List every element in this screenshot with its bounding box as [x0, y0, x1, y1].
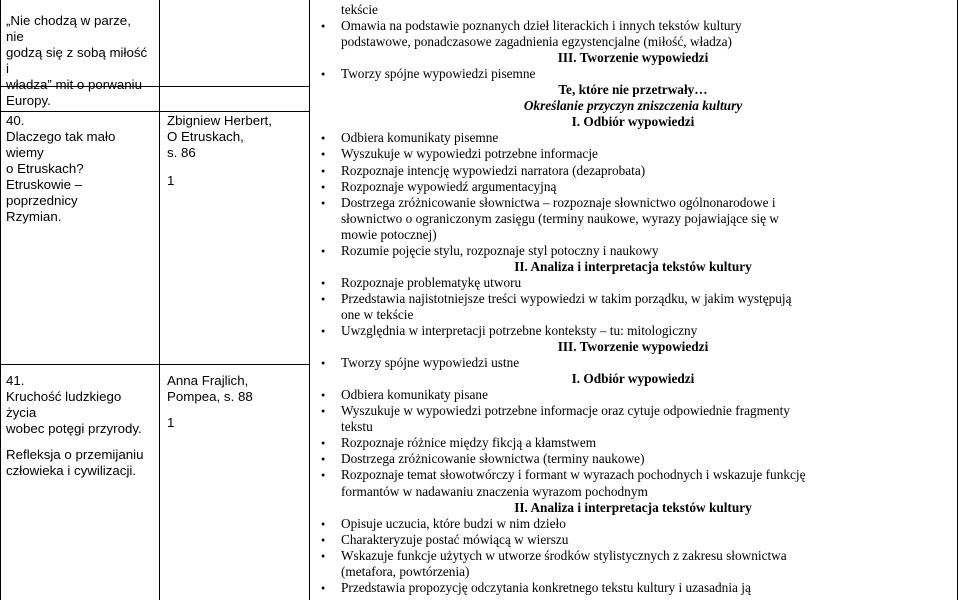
bullet-item: ● Przedstawia najistotniejsze treści wypowiedzi w takim porządku, w jakim występują [309, 291, 957, 307]
lesson-41-text-cell [167, 373, 307, 431]
bullet-item: ● Uwzględnia w interpretacji potrzebne konteksty – tu: mitologiczny [309, 323, 957, 339]
bullet-continuation: tekstu [341, 419, 373, 435]
bullet-item: ● Rozpoznaje temat słowotwórczy i formant w wyrazach pochodnych i wskazuje funkcję [309, 467, 957, 483]
lesson-topic-line: Rzymian. [6, 209, 62, 224]
bullet-item: ● Rozpoznaje intencję wypowiedzi narratora (dezaprobata) [309, 163, 957, 179]
lesson-topic-line: Etruskowie – poprzednicy [6, 177, 83, 208]
bullet-continuation: (metafora, powtórzenia) [341, 563, 470, 579]
lesson-41-topic-cell [6, 373, 152, 479]
section-heading: I. Odbiór wypowiedzi [571, 371, 695, 387]
section-heading: III. Tworzenie wypowiedzi [557, 50, 709, 66]
intro-line: władza” mit o porwaniu [6, 77, 142, 92]
bullet-item: ● Omawia na podstawie poznanych dzieł literackich i innych tekstów kultury [309, 18, 957, 34]
table-border-right [957, 0, 958, 600]
lesson-40-topic-cell [6, 113, 152, 225]
lesson-topic-line: człowieka i cywilizacji. [6, 463, 137, 478]
bullet-continuation: podstawowe, ponadczasowe zagadnienia egzystencjalne (miłość, władza) [341, 34, 732, 50]
bullet-item: ● Tworzy spójne wypowiedzi ustne [309, 355, 957, 371]
bullet-item: ● Przedstawia propozycję odczytania konkretnego tekstu kultury i uzasadnia ją [309, 580, 957, 596]
text-title-line: O Etruskach, [167, 129, 244, 144]
text-author-line: Zbigniew Herbert, [167, 113, 272, 128]
spacer [167, 405, 307, 415]
row-divider-2 [0, 111, 309, 112]
bullet-item: ● Wyszukuje w wypowiedzi potrzebne informacje oraz cytuje odpowiednie fragmenty [309, 403, 957, 419]
section-heading: III. Tworzenie wypowiedzi [557, 339, 709, 355]
bullet-item: ● Charakteryzuje postać mówiącą w wierszu [309, 532, 957, 548]
bullet-item: ● Rozumie pojęcie stylu, rozpoznaje styl potoczny i naukowy [309, 243, 957, 259]
bullet-item: ● Rozpoznaje wypowiedź argumentacyjną [309, 179, 957, 195]
text-author-line: Anna Frajlich, [167, 373, 249, 388]
intro-line: Europy. [6, 93, 51, 108]
bullet-item: ● Tworzy spójne wypowiedzi pisemne [309, 66, 957, 82]
bullet-continuation: słownictwo o ograniczonym zasięgu (terminy naukowe, wyrazy pojawiające się w [341, 210, 779, 226]
lesson-topic-line: o Etruskach? [6, 161, 84, 176]
table-border-left [0, 0, 1, 600]
lesson-number: 40. [6, 113, 25, 128]
section-heading: I. Odbiór wypowiedzi [571, 114, 695, 130]
section-heading: II. Analiza i interpretacja tekstów kultury [514, 258, 752, 274]
bullet-continuation: formantów w nadawaniu znaczenia wyrazom pochodnym [341, 483, 648, 499]
bullet-item: ● Odbiera komunikaty pisemne [309, 130, 957, 146]
bullet-continuation: tekście [341, 2, 378, 17]
text-page-line: s. 86 [167, 145, 196, 160]
intro-line: „Nie chodzą w parze, nie [6, 13, 131, 44]
spacer [167, 161, 307, 173]
text-title-line: Pompea, s. 88 [167, 389, 253, 404]
bullet-item: ● Dostrzega zróżnicowanie słownictwa – rozpoznaje słownictwo ogólnonarodowe i [309, 195, 957, 211]
lesson-40-text-cell [167, 113, 307, 189]
bullet-item: ● Wyszukuje w wypowiedzi potrzebne informacje [309, 146, 957, 162]
lesson-topic-line: wobec potęgi przyrody. [6, 421, 142, 436]
bullet-item: ● Rozpoznaje problematykę utworu [309, 275, 957, 291]
lesson-number: 41. [6, 373, 25, 388]
row-divider-3 [0, 364, 309, 365]
intro-topic-cell [6, 13, 152, 109]
bullet-item: ● Dostrzega zróżnicowanie słownictwa (terminy naukowe) [309, 451, 957, 467]
spacer [6, 437, 152, 447]
bullet-continuation: one w tekście [341, 306, 414, 322]
bullet-item: ● Opisuje uczucia, które budzi w nim dzieło [309, 516, 957, 532]
lesson-topic-line: Kruchość ludzkiego życia [6, 389, 122, 420]
lesson-topic-line: Dlaczego tak mało wiemy [6, 129, 116, 160]
hours-count: 1 [167, 415, 175, 430]
bullet-item: ● Rozpoznaje różnice między fikcją a kłamstwem [309, 435, 957, 451]
column-divider-1 [159, 0, 160, 600]
bullet-continuation: mowie potocznej) [341, 226, 437, 242]
bullet-item: ● Odbiera komunikaty pisane [309, 387, 957, 403]
intro-line: godzą się z sobą miłość i [6, 45, 148, 76]
section-subtitle: Określanie przyczyn zniszczenia kultury [523, 98, 743, 114]
hours-count: 1 [167, 173, 175, 188]
bullet-item: ● Wskazuje funkcje użytych w utworze środków stylistycznych z zakresu słownictwa [309, 548, 957, 564]
section-heading: Te, które nie przetrwały… [558, 82, 708, 98]
section-heading: II. Analiza i interpretacja tekstów kultury [514, 499, 752, 515]
lesson-topic-line: Refleksja o przemijaniu [6, 447, 144, 462]
